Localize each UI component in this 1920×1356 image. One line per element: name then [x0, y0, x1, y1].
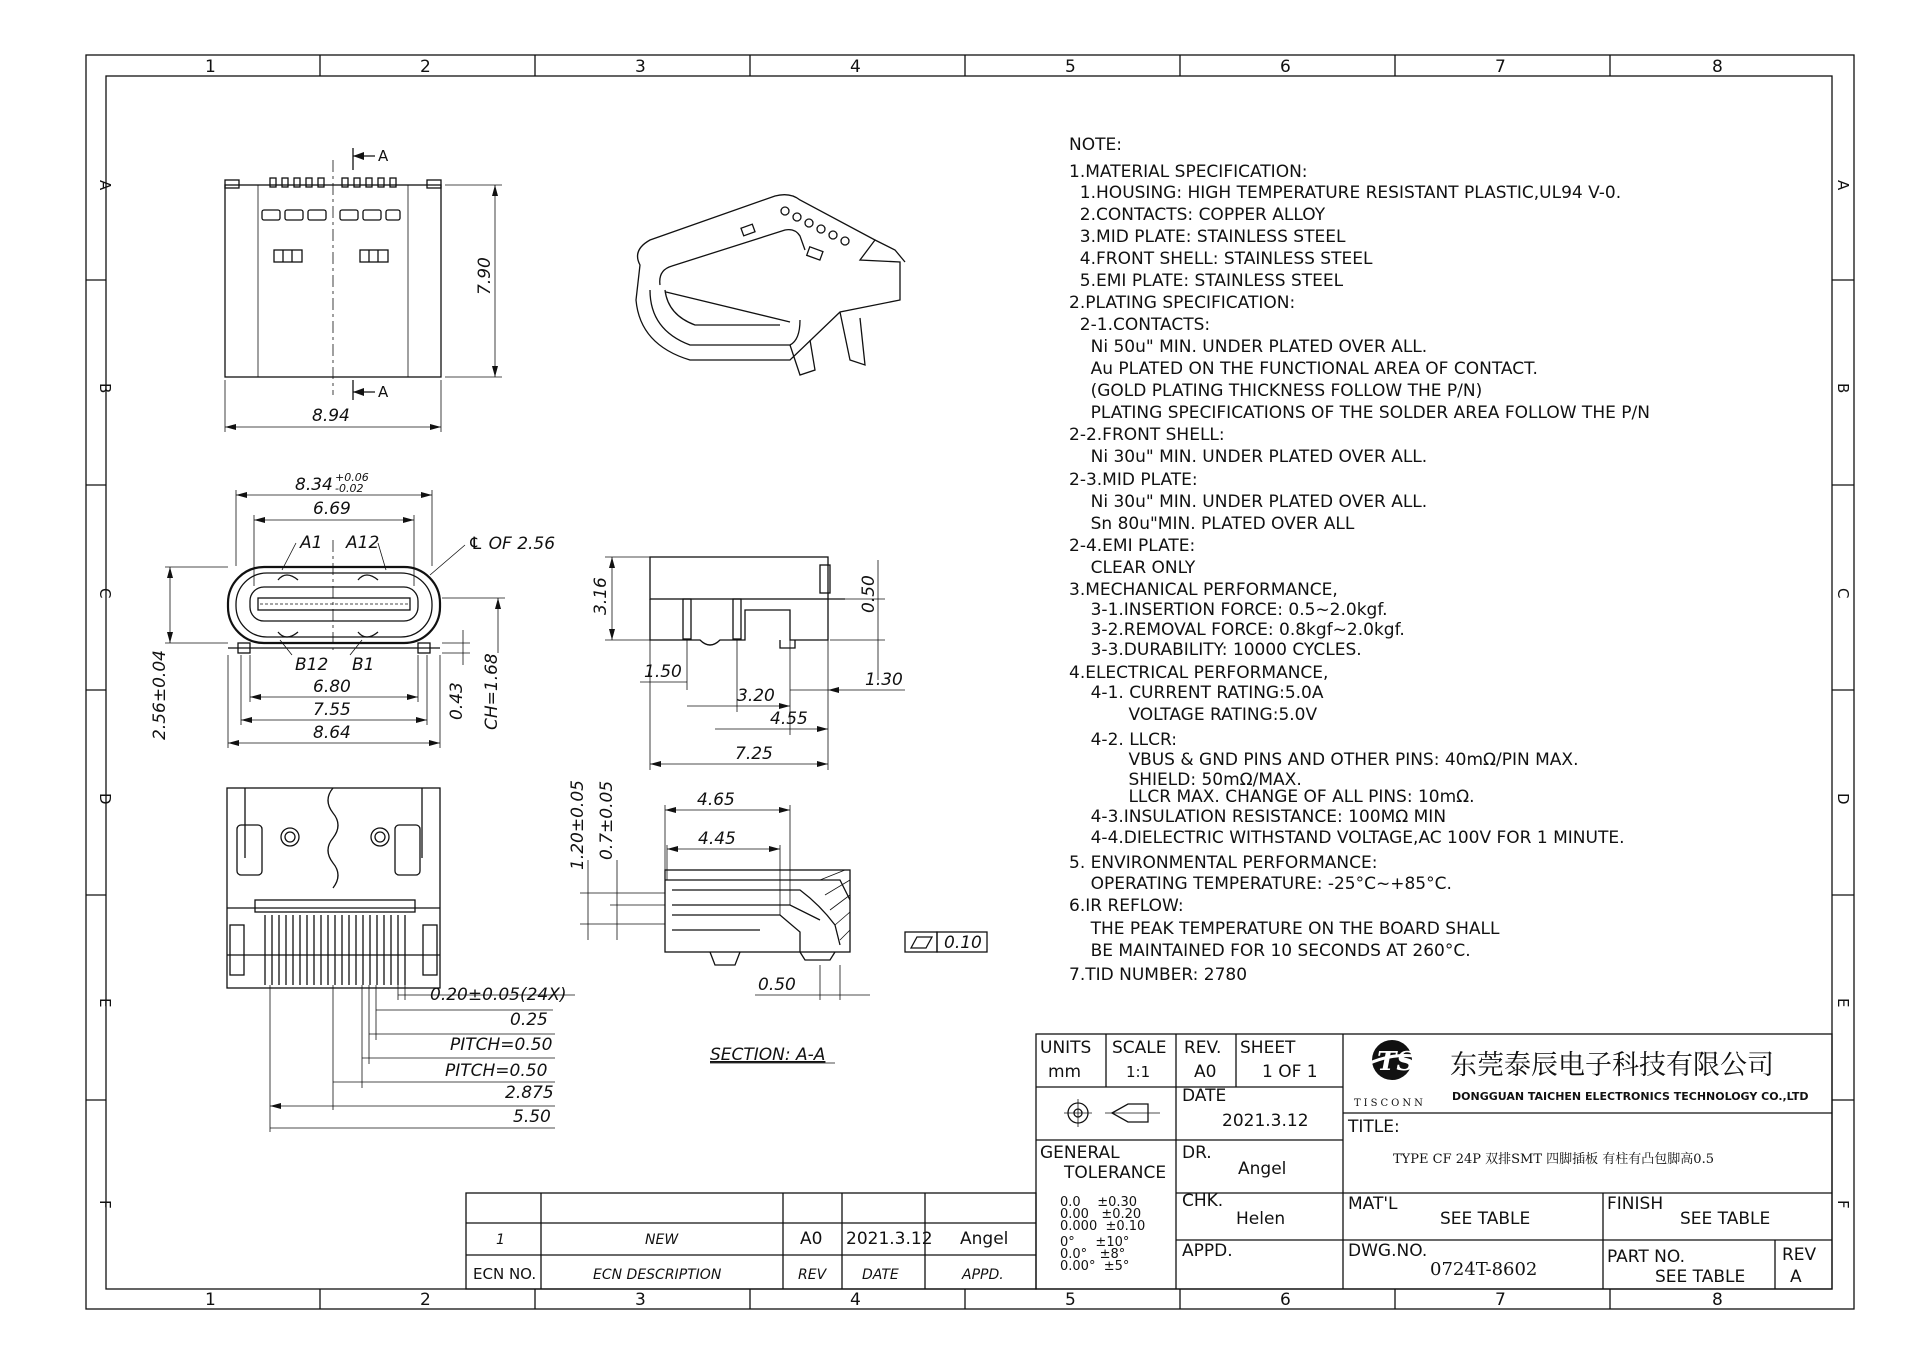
tb-sheet-label: SHEET [1240, 1038, 1296, 1058]
tb-rev2-label: REV [1782, 1245, 1817, 1265]
note-line-19: CLEAR ONLY [1069, 558, 1196, 578]
dim-front-6-69: 6.69 [313, 499, 351, 519]
tol-line-3: 0.000 ±0.10 [1060, 1219, 1146, 1234]
tol-line-2: 0.00 ±0.20 [1060, 1207, 1142, 1222]
tb-matl-label: MAT'L [1348, 1194, 1398, 1214]
dim-section-0-7: 0.7±0.05 [597, 780, 617, 860]
col-label-bottom-8: 8 [1712, 1290, 1723, 1310]
rev-row-rev: A0 [800, 1229, 823, 1249]
row-label-right-d: D [1834, 793, 1852, 805]
tb-title-label: TITLE: [1348, 1117, 1400, 1137]
note-line-37: BE MAINTAINED FOR 10 SECONDS AT 260°C. [1069, 941, 1471, 961]
front-view [150, 471, 555, 748]
flatness-value: 0.10 [944, 933, 982, 953]
note-line-9: Ni 50u" MIN. UNDER PLATED OVER ALL. [1069, 337, 1428, 357]
note-line-26: VOLTAGE RATING:5.0V [1069, 705, 1318, 725]
dim-side-1-50: 1.50 [644, 662, 682, 682]
col-label-top-8: 8 [1712, 57, 1723, 77]
dim-bottom-5-50: 5.50 [513, 1107, 551, 1127]
tb-matl-value: SEE TABLE [1440, 1209, 1531, 1229]
dim-front-8-34-plus: +0.06 [335, 471, 369, 484]
row-label-left-e: E [96, 998, 114, 1008]
note-line-13: 2-2.FRONT SHELL: [1069, 425, 1225, 445]
note-line-8: 2-1.CONTACTS: [1069, 315, 1211, 335]
tolerance-lines [1060, 1195, 1145, 1274]
tb-rev2-value: A [1790, 1267, 1802, 1287]
tb-finish-value: SEE TABLE [1680, 1209, 1771, 1229]
note-line-17: Sn 80u"MIN. PLATED OVER ALL [1069, 514, 1355, 534]
row-label-right-b: B [1834, 383, 1852, 394]
dim-side-3-16: 3.16 [591, 577, 611, 615]
row-label-left-f: F [96, 1200, 114, 1209]
company-logo [1354, 1040, 1426, 1109]
note-line-32: 4-4.DIELECTRIC WITHSTAND VOLTAGE,AC 100V FOR 1 MINUTE. [1069, 828, 1625, 848]
tb-scale-label: SCALE [1112, 1038, 1167, 1058]
dim-bottom-pin-width: 0.20±0.05(24X) [430, 985, 567, 1005]
company-name-cn: 东莞泰辰电子科技有限公司 [1450, 1050, 1774, 1081]
tb-chk-label: CHK. [1182, 1191, 1224, 1211]
note-line-31: 4-3.INSULATION RESISTANCE: 100MΩ MIN [1069, 807, 1447, 827]
section-view [568, 780, 987, 1065]
rev-header-appd: APPD. [962, 1267, 1004, 1283]
column-labels [205, 57, 1723, 1310]
logo-text: TISCONN [1354, 1098, 1426, 1109]
tb-partno-label: PART NO. [1607, 1247, 1685, 1267]
row-label-right-a: A [1834, 180, 1852, 191]
dim-side-1-30: 1.30 [865, 670, 903, 690]
note-line-0: NOTE: [1069, 135, 1122, 155]
tol-line-1: 0.0 ±0.30 [1060, 1195, 1138, 1210]
note-line-7: 2.PLATING SPECIFICATION: [1069, 293, 1296, 313]
note-line-21: 3-1.INSERTION FORCE: 0.5~2.0kgf. [1069, 600, 1388, 620]
col-label-top-4: 4 [850, 57, 861, 77]
tb-units-label: UNITS [1040, 1038, 1092, 1058]
col-label-bottom-1: 1 [205, 1290, 216, 1310]
col-label-bottom-4: 4 [850, 1290, 861, 1310]
top-view [225, 147, 502, 432]
dim-front-8-34-minus: -0.02 [335, 482, 364, 495]
dim-bottom-pitch-2: PITCH=0.50 [445, 1061, 548, 1081]
col-label-bottom-5: 5 [1065, 1290, 1076, 1310]
zone-ticks [86, 55, 1854, 1309]
tb-sheet-value: 1 OF 1 [1262, 1062, 1318, 1082]
col-label-bottom-3: 3 [635, 1290, 646, 1310]
tb-finish-label: FINISH [1607, 1194, 1664, 1214]
tb-rev-label: REV. [1184, 1038, 1222, 1058]
dim-section-4-65: 4.65 [697, 790, 735, 810]
note-line-16: Ni 30u" MIN. UNDER PLATED OVER ALL. [1069, 492, 1428, 512]
tb-appd-label: APPD. [1182, 1241, 1233, 1261]
isometric-view [636, 195, 905, 375]
note-line-27: 4-2. LLCR: [1069, 730, 1178, 750]
revision-table [466, 1193, 1036, 1289]
title-block [1036, 1034, 1832, 1289]
note-line-2: 1.HOUSING: HIGH TEMPERATURE RESISTANT PLASTIC,UL94 V-0. [1069, 183, 1622, 203]
svg-text:TS: TS [1377, 1047, 1416, 1077]
row-label-left-d: D [96, 793, 114, 805]
notes-block [1069, 135, 1650, 985]
row-label-right-c: C [1834, 588, 1852, 599]
inner-frame [106, 76, 1832, 1289]
dim-bottom-pitch-1: PITCH=0.50 [450, 1035, 553, 1055]
col-label-top-6: 6 [1280, 57, 1291, 77]
note-line-18: 2-4.EMI PLATE: [1069, 536, 1196, 556]
tb-date-value: 2021.3.12 [1222, 1111, 1309, 1131]
dim-front-6-80: 6.80 [313, 677, 351, 697]
note-line-33: 5. ENVIRONMENTAL PERFORMANCE: [1069, 853, 1378, 873]
projection-symbol [1064, 1099, 1160, 1127]
tb-dwg-value: 0724T-8602 [1430, 1259, 1538, 1280]
rev-header-date: DATE [862, 1267, 899, 1283]
note-line-11: (GOLD PLATING THICKNESS FOLLOW THE P/N) [1069, 381, 1483, 401]
rev-header-ecn: ECN NO. [473, 1265, 537, 1283]
section-marker-top: A [378, 147, 389, 165]
col-label-top-7: 7 [1495, 57, 1506, 77]
dim-section-4-45: 4.45 [698, 829, 736, 849]
dim-side-3-20: 3.20 [737, 686, 775, 706]
dim-top-width: 8.94 [312, 406, 350, 426]
rev-header-desc: ECN DESCRIPTION [593, 1267, 722, 1283]
tol-line-5: 0.0° ±8° [1060, 1247, 1126, 1262]
row-label-right-e: E [1834, 998, 1852, 1008]
label-a12: A12 [346, 533, 380, 553]
tb-scale-value: 1:1 [1126, 1063, 1151, 1081]
tb-partno-value: SEE TABLE [1655, 1267, 1746, 1287]
note-line-20: 3.MECHANICAL PERFORMANCE, [1069, 580, 1338, 600]
col-label-top-3: 3 [635, 57, 646, 77]
tb-dr-value: Angel [1238, 1159, 1287, 1179]
row-label-left-a: A [96, 180, 114, 191]
rev-row-appd: Angel [960, 1229, 1009, 1249]
section-marker-bottom: A [378, 383, 389, 401]
note-line-36: THE PEAK TEMPERATURE ON THE BOARD SHALL [1069, 919, 1500, 939]
row-label-left-c: C [96, 588, 114, 599]
dim-side-0-50: 0.50 [859, 575, 879, 613]
tol-line-6: 0.00° ±5° [1060, 1259, 1130, 1274]
dim-front-height: 2.56±0.04 [150, 650, 170, 740]
note-line-28: VBUS & GND PINS AND OTHER PINS: 40mΩ/PIN MAX. [1069, 750, 1579, 770]
note-line-5: 4.FRONT SHELL: STAINLESS STEEL [1069, 249, 1373, 269]
dim-front-8-34: 8.34 [295, 475, 333, 495]
note-line-4: 3.MID PLATE: STAINLESS STEEL [1069, 227, 1346, 247]
label-b1: B1 [352, 655, 375, 675]
outer-frame [86, 55, 1854, 1309]
note-line-12: PLATING SPECIFICATIONS OF THE SOLDER AREA FOLLOW THE P/N [1069, 403, 1650, 423]
note-line-10: Au PLATED ON THE FUNCTIONAL AREA OF CONTACT. [1069, 359, 1538, 379]
note-line-1: 1.MATERIAL SPECIFICATION: [1069, 162, 1308, 182]
tb-dwg-label: DWG.NO. [1348, 1241, 1428, 1261]
row-label-right-f: F [1834, 1200, 1852, 1209]
label-b12: B12 [295, 655, 329, 675]
tb-general-tol-2: TOLERANCE [1064, 1163, 1167, 1183]
dim-front-7-55: 7.55 [313, 700, 351, 720]
note-line-30: LLCR MAX. CHANGE OF ALL PINS: 10mΩ. [1069, 787, 1475, 807]
note-line-22: 3-2.REMOVAL FORCE: 0.8kgf~2.0kgf. [1069, 620, 1405, 640]
rev-row-ecn: 1 [496, 1232, 505, 1248]
note-line-34: OPERATING TEMPERATURE: -25°C~+85°C. [1069, 874, 1452, 894]
tb-general-tol-1: GENERAL [1040, 1143, 1120, 1163]
col-label-top-2: 2 [420, 57, 431, 77]
col-label-bottom-7: 7 [1495, 1290, 1506, 1310]
section-caption: SECTION: A-A [710, 1045, 826, 1065]
bottom-pin-row [265, 915, 405, 985]
note-line-23: 3-3.DURABILITY: 10000 CYCLES. [1069, 640, 1362, 660]
tb-chk-value: Helen [1236, 1209, 1286, 1229]
dim-front-0-43: 0.43 [447, 682, 467, 720]
tb-date-label: DATE [1182, 1086, 1227, 1106]
dim-front-ch: CH=1.68 [482, 653, 502, 730]
note-line-24: 4.ELECTRICAL PERFORMANCE, [1069, 663, 1329, 683]
note-line-25: 4-1. CURRENT RATING:5.0A [1069, 683, 1324, 703]
note-line-6: 5.EMI PLATE: STAINLESS STEEL [1069, 271, 1344, 291]
tb-units-value: mm [1048, 1062, 1082, 1082]
dim-section-1-20: 1.20±0.05 [568, 780, 588, 870]
row-label-left-b: B [96, 383, 114, 394]
note-line-29: SHIELD: 50mΩ/MAX. [1069, 770, 1302, 790]
note-line-3: 2.CONTACTS: COPPER ALLOY [1069, 205, 1326, 225]
tol-line-4: 0° ±10° [1060, 1235, 1130, 1250]
side-view [591, 557, 905, 770]
col-label-top-5: 5 [1065, 57, 1076, 77]
dim-front-8-64: 8.64 [313, 723, 351, 743]
col-label-bottom-6: 6 [1280, 1290, 1291, 1310]
dim-side-4-55: 4.55 [770, 709, 808, 729]
note-line-38: 7.TID NUMBER: 2780 [1069, 965, 1248, 985]
rev-header-rev: REV [798, 1267, 827, 1283]
col-label-bottom-2: 2 [420, 1290, 431, 1310]
note-line-14: Ni 30u" MIN. UNDER PLATED OVER ALL. [1069, 447, 1428, 467]
rev-row-desc: NEW [645, 1232, 679, 1248]
dim-side-7-25: 7.25 [735, 744, 773, 764]
dim-bottom-0-25: 0.25 [510, 1010, 548, 1030]
bottom-view [227, 788, 575, 1132]
rev-row-date: 2021.3.12 [846, 1229, 933, 1249]
dim-bottom-2-875: 2.875 [505, 1083, 554, 1103]
note-line-35: 6.IR REFLOW: [1069, 896, 1184, 916]
dim-top-height: 7.90 [475, 257, 495, 295]
col-label-top-1: 1 [205, 57, 216, 77]
company-name-en: DONGGUAN TAICHEN ELECTRONICS TECHNOLOGY CO.,LTD [1452, 1090, 1809, 1103]
label-a1: A1 [300, 533, 323, 553]
dim-section-0-50: 0.50 [758, 975, 796, 995]
label-cl-2-56: ℄ OF 2.56 [468, 534, 556, 554]
note-line-15: 2-3.MID PLATE: [1069, 470, 1198, 490]
tb-title-value: TYPE CF 24P 双排SMT 四脚插板 有柱有凸包脚高0.5 [1393, 1152, 1714, 1167]
tb-dr-label: DR. [1182, 1143, 1212, 1163]
tb-rev-value: A0 [1194, 1062, 1217, 1082]
